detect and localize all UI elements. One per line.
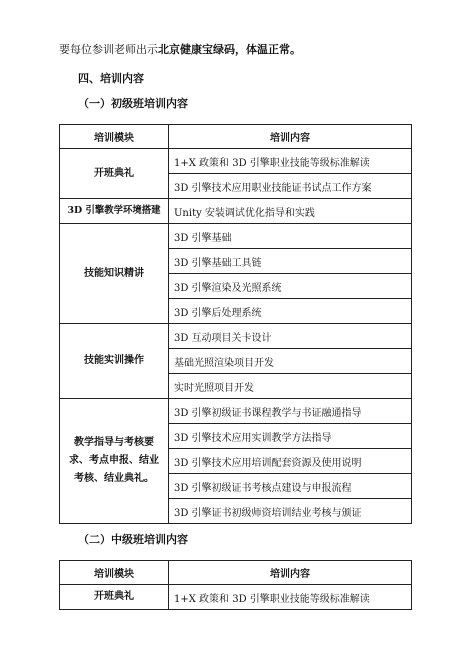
intro-text: 要每位参训老师出示 [59,43,158,56]
content-cell: 基础光照渲染项目开发 [169,349,412,374]
table-header-row [60,125,412,149]
table-row [60,324,412,349]
content-cell: 3D 引擎基础工具链 [169,249,412,274]
content-cell: 3D 互动项目关卡设计 [169,324,412,349]
table-header-row [60,561,412,585]
header-module: 培训模块 [60,561,169,585]
content-cell: 3D 引擎证书初级师资培训结业考核与颁证 [169,499,412,524]
content-cell: 1+X 政策和 3D 引擎职业技能等级标准解读 [169,585,412,610]
content-cell: 3D 引擎初级证书考核点建设与申报流程 [169,474,412,499]
intro-paragraph [59,43,301,57]
content-cell: 3D 引擎初级证书课程教学与书证融通指导 [169,399,412,424]
intermediate-training-table [59,560,412,610]
content-cell: 3D 引擎技术应用培训配套资源及使用说明 [169,449,412,474]
table-row [60,224,412,249]
primary-table-title: （一）初级班培训内容 [78,97,188,110]
module-cell: 教学指导与考核要求、考点申报、结业考核、结业典礼。 [60,399,169,524]
module-cell: 技能实训操作 [60,324,169,399]
content-cell: 3D 引擎技术应用职业技能证书试点工作方案 [169,174,412,199]
section-heading: 四、培训内容 [78,72,144,85]
content-cell: 3D 引擎后处理系统 [169,299,412,324]
primary-training-table [59,124,412,524]
content-cell: 3D 引擎技术应用实训教学方法指导 [169,424,412,449]
content-cell: 实时光照项目开发 [169,374,412,399]
header-content: 培训内容 [169,125,412,149]
header-module: 培训模块 [60,125,169,149]
module-cell: 技能知识精讲 [60,224,169,324]
content-cell: Unity 安装调试优化指导和实践 [169,199,412,224]
table-row [60,149,412,174]
content-cell: 3D 引擎渲染及光照系统 [169,274,412,299]
table-row [60,399,412,424]
content-cell: 1+X 政策和 3D 引擎职业技能等级标准解读 [169,149,412,174]
header-content: 培训内容 [169,561,412,585]
module-cell: 开班典礼 [60,149,169,199]
intro-emphasis: 北京健康宝绿码，体温正常。 [158,43,301,56]
content-cell: 3D 引擎基础 [169,224,412,249]
intermediate-table-title: （二）中级班培训内容 [78,533,188,546]
table-row [60,199,412,224]
module-cell: 3D 引擎教学环境搭建 [60,199,169,224]
table-row [60,585,412,610]
module-cell: 开班典礼 [60,585,169,610]
